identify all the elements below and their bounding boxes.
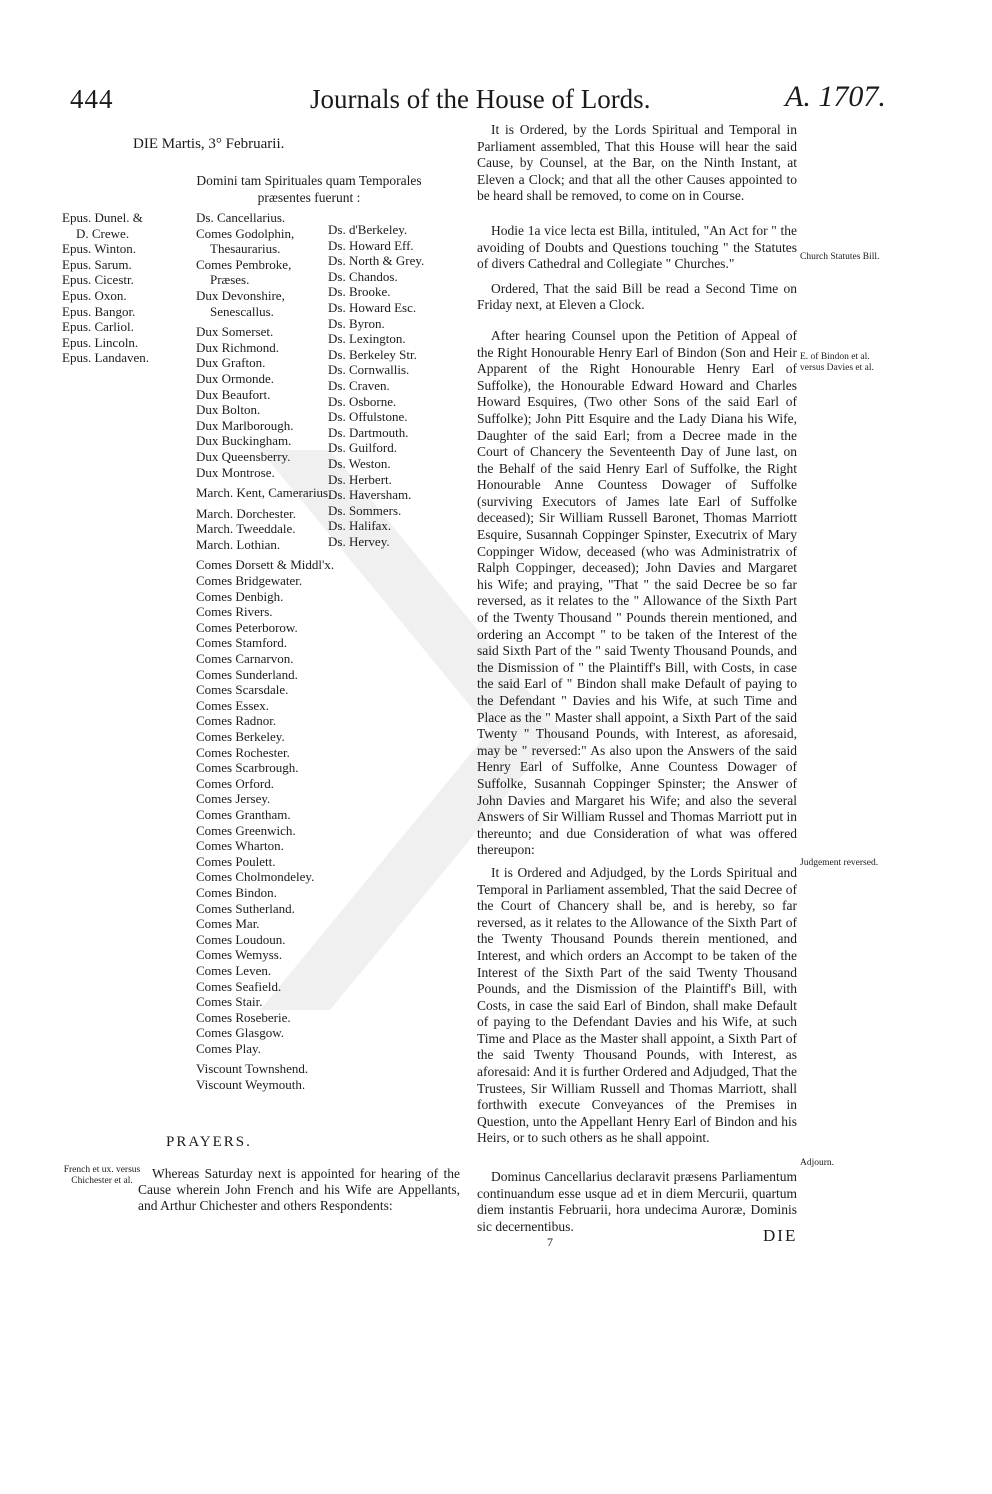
lord-name: Ds. Brooke. [328, 284, 391, 300]
lord-name: Ds. Osborne. [328, 393, 397, 409]
judgement-order: It is Ordered and Adjudged, by the Lords Spiritual and Temporal in Parliament assembled, That the said Decree of the Court of Chancery shall be, and is hereby, so far reversed, as it relates to the Allowance of the Sixth Part of the Twenty Thousand Pounds therein mentioned, and Interest, and which orders an Accompt to be taken of the Interest of the Sixth Part of the said Twenty Thousand Pounds, and the Dismission of the Plaintiff's Bill, with Costs, in case the said Earl of Bindon, shall make Default of paying to the Defendant Davies and his Wife, at such Time and Place as the Master shall appoint, a Sixth Part of the said Twenty Thousand Pounds, with Interest, as aforesaid: And it is further Ordered and Adjudged, That the Trustees, Sir William Russell and Thomas Marriott, shall forthwith execute Conveyances of the Premises in Question, unto the Appellant Henry Earl of Bindon and his Heirs, or to such others as he shall appoint. [477, 864, 797, 1146]
lord-name: Ds. Herbert. [328, 471, 392, 487]
lord-name: Comes Play. [196, 1040, 261, 1056]
appeal-hearing: After hearing Counsel upon the Petition of Appeal of the Right Honourable Henry Earl of Bindon (Son and Heir Apparent of the Right Honourable Henry Earl of Suffolke), the Honourable Edward Howard and Charles Howard Esquires, (Two other Sons of the said Earl of Suffolke); John Pitt Esquire and the Lady Diana his Wife, Daughter of the said Earl; from a Decree made in the Court of Chancery the Seventeenth Day of June last, on the Behalf of the said Henry Earl of Suffolke, the Right Honourable Anne Countess Dowager of Suffolke (surviving Executors of James late Earl of Suffolke deceased); Sir William Russell Baronet, Thomas Marriott Esquire, Susannah Coppinger Spinster, Executrix of Mary Coppinger Widow, deceased (who was Administratrix of Ralph Coppinger, deceased); John Davies and Margaret his Wife; and praying, "That " the said Decree be so far reversed, as it relates to the " Allowance of the Sixth Part of the Twenty Thousand " Pounds therein mentioned, and ordering an Accompt " to be taken of the Interest of the said Sixth Part of the " said Twenty Thousand Pounds, and the Dismission of " the Plaintiff's Bill, with Costs, in case the said Earl of " Bindon shall make Default of paying to the Defendant " Davies and his Wife, at such Time and Place as the " Master shall appoint, a Sixth Part of the said Twenty " Thousand Pounds, with Interest, as aforesaid, may be " reversed:" As also upon the Answers of the said Henry Earl of Suffolke, Anne Countess Dowager of Suffolke, Susannah Coppinger Spinster; the Answer of John Davies and Margaret his Wife; and also the several Answers of Sir William Russel and Thomas Marriott put in thereunto; and due Consideration of what was offered thereupon: [477, 327, 797, 858]
lord-name: Comes Peterborow. [196, 619, 298, 635]
attendance-heading: Domini tam Spirituales quam Temporales præsentes fuerunt : [196, 173, 422, 205]
lord-name: Comes Orford. [196, 775, 274, 791]
lord-name: Dux Ormonde. [196, 370, 274, 386]
lord-name: Epus. Cicestr. [62, 272, 134, 288]
lord-name: Comes Seafield. [196, 978, 282, 994]
lord-name: Viscount Weymouth. [196, 1077, 306, 1093]
lord-name: Dux Queensberry. [196, 448, 291, 464]
lord-name: Ds. Guilford. [328, 440, 397, 456]
lord-name: Thesaurarius. [210, 241, 281, 257]
lord-name: Comes Dorsett & Middl'x. [196, 557, 335, 573]
lord-name: Dux Richmond. [196, 339, 280, 355]
lord-name: Ds. North & Grey. [328, 253, 425, 269]
prayers-text: Whereas Saturday next is appointed for hearing of the Cause wherein John French and his Wife are Appellants, and Arthur Chichester and others Respondents: [138, 1166, 460, 1213]
lord-name: Ds. Craven. [328, 377, 390, 393]
lord-name: Epus. Bangor. [62, 303, 136, 319]
adjournment: Dominus Cancellarius declaravit præsens Parliamentum continuandum esse usque ad et in diem Mercurii, quartum diem instantis Februarii, hora undecima Auroræ, Dominis sic decernentibus. [477, 1169, 797, 1234]
lord-name: Dux Bolton. [196, 402, 261, 418]
lord-name: Dux Buckingham. [196, 433, 292, 449]
lord-name: Ds. Howard Esc. [328, 299, 417, 315]
lord-name: Epus. Sarum. [62, 256, 132, 272]
lord-name: Comes Scarsdale. [196, 682, 289, 698]
lord-name: Epus. Lincoln. [62, 334, 139, 350]
lord-name: Epus. Landaven. [62, 350, 150, 366]
lord-name: Comes Denbigh. [196, 588, 284, 604]
lord-name: Comes Sutherland. [196, 900, 295, 916]
lord-name: Ds. Haversham. [328, 487, 412, 503]
lord-name: Senescallus. [210, 303, 274, 319]
lord-name: Ds. Sommers. [328, 502, 402, 518]
bill-first-reading: Hodie 1a vice lecta est Billa, intituled, "An Act for " the avoiding of Doubts and Questions touching " the Statutes of divers Cathedral and Collegiate " Churches." [477, 222, 797, 272]
lord-name: Ds. Weston. [328, 455, 391, 471]
lord-name: Ds. Chandos. [328, 268, 398, 284]
lord-name: Dux Marlborough. [196, 417, 294, 433]
lord-name: Comes Sunderland. [196, 666, 298, 682]
lord-name: Ds. Dartmouth. [328, 424, 409, 440]
lord-name: Præses. [210, 272, 250, 288]
lord-name: Ds. Halifax. [328, 518, 392, 534]
lords-column-3 [328, 222, 460, 549]
lord-name: Epus. Dunel. & [62, 210, 143, 225]
margin-note-church: Church Statutes Bill. [800, 252, 880, 262]
lord-name: Comes Bridgewater. [196, 573, 303, 589]
lord-name: Dux Devonshire, [196, 287, 285, 303]
sitting-date: DIE Martis, 3° Februarii. [133, 136, 285, 152]
lord-name: Comes Pembroke, [196, 256, 292, 272]
lord-name: March. Lothian. [196, 536, 281, 552]
catchword: DIE [763, 1226, 798, 1245]
lord-name: March. Dorchester. [196, 505, 296, 521]
running-title: Journals of the House of Lords. [310, 84, 651, 114]
lord-name: Comes Carnarvon. [196, 651, 294, 667]
lord-name: Comes Poulett. [196, 853, 276, 869]
margin-note-adjourn: Adjourn. [800, 1158, 835, 1168]
lord-name: Comes Glasgow. [196, 1025, 284, 1041]
order-second-reading: Ordered, That the said Bill be read a Second Time on Friday next, at Eleven a Clock. [477, 280, 797, 313]
lord-name: Comes Greenwich. [196, 822, 296, 838]
lord-name: Dux Montrose. [196, 464, 275, 480]
lord-name: Comes Wemyss. [196, 947, 283, 963]
lord-name: Dux Beaufort. [196, 386, 271, 402]
right-column [477, 122, 797, 1235]
lord-name: Comes Stamford. [196, 635, 287, 651]
page-number: 444 [70, 84, 114, 114]
lord-name: Ds. d'Berkeley. [328, 222, 408, 237]
signature-mark: 7 [547, 1235, 553, 1249]
lord-name: Comes Rochester. [196, 744, 290, 760]
lord-name: Comes Berkeley. [196, 729, 285, 744]
lord-name: Comes Godolphin, [196, 225, 295, 241]
page-year: A. 1707. [785, 80, 886, 113]
prayers-heading: PRAYERS. [166, 1134, 252, 1150]
lord-name: Ds. Howard Eff. [328, 237, 414, 253]
lord-name: March. Kent, Camerarius. [196, 485, 332, 501]
lord-name: Epus. Oxon. [62, 287, 127, 303]
lord-name: Ds. Hervey. [328, 533, 390, 549]
lord-name: Comes Loudoun. [196, 931, 286, 947]
lord-name: Comes Cholmondeley. [196, 869, 315, 885]
lord-name: Epus. Carliol. [62, 319, 134, 335]
lord-name: Comes Wharton. [196, 838, 284, 854]
lord-name: Comes Roseberie. [196, 1009, 291, 1025]
lord-name: Comes Scarbrough. [196, 760, 299, 776]
lord-name: Dux Grafton. [196, 355, 266, 371]
lord-name: Comes Grantham. [196, 806, 291, 822]
lord-name: Ds. Cancellarius. [196, 210, 286, 225]
lord-name: Ds. Cornwallis. [328, 362, 410, 378]
lord-name: Comes Mar. [196, 916, 260, 932]
lord-name: D. Crewe. [76, 225, 130, 241]
lord-name: Comes Bindon. [196, 884, 277, 900]
lord-name: Comes Essex. [196, 697, 269, 713]
lord-name: Ds. Lexington. [328, 331, 406, 347]
lords-column-1 [62, 210, 172, 366]
margin-note-judgement: Judgement reversed. [800, 858, 879, 868]
lord-name: Epus. Winton. [62, 241, 136, 257]
lord-name: March. Tweeddale. [196, 521, 296, 537]
lord-name: Dux Somerset. [196, 324, 274, 340]
lord-name: Comes Radnor. [196, 713, 277, 729]
margin-note-french: French et ux. versus Chichester et al. [63, 1165, 141, 1186]
lord-name: Comes Rivers. [196, 604, 273, 620]
lord-name: Comes Stair. [196, 994, 263, 1010]
order-hearing: It is Ordered, by the Lords Spiritual and Temporal in Parliament assembled, That this House will hear the said Cause, by Counsel, at the Bar, on the Ninth Instant, at Eleven a Clock; and that all the other Causes appointed to be heard shall be removed, to come on in Course. [477, 122, 797, 204]
lord-name: Ds. Offulstone. [328, 409, 408, 425]
lord-name: Comes Leven. [196, 962, 272, 978]
margin-note-bindon: E. of Bindon et al. versus Davies et al. [800, 352, 874, 373]
lord-name: Ds. Byron. [328, 315, 385, 331]
lords-column-2 [196, 210, 335, 1093]
lord-name: Comes Jersey. [196, 791, 271, 807]
lord-name: Viscount Townshend. [196, 1061, 309, 1077]
lord-name: Ds. Berkeley Str. [328, 346, 417, 362]
